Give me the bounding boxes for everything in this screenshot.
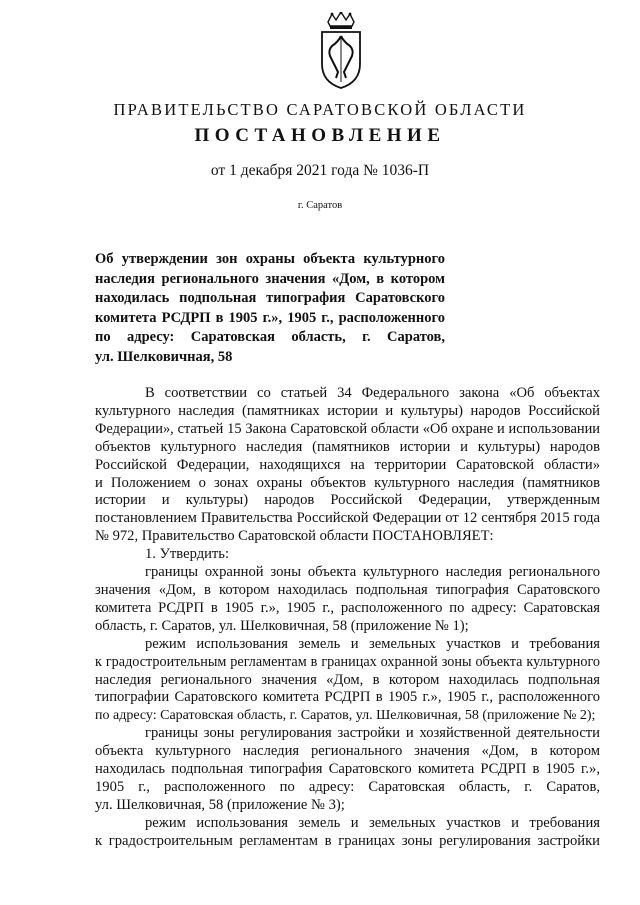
body-line: по адресу: Саратовская область, г. Саратов, ул. Шелковичная, 58 (приложение № 2); — [95, 708, 596, 724]
subject-line: комитета РСДРП в 1905 г.», 1905 г., расположенного — [95, 309, 445, 326]
body-line: Федерации», статьей 15 Закона Саратовской области «Об охране и использовании — [95, 420, 600, 437]
body-line: значения «Дом, в котором находилась подпольная типография Саратовского — [95, 581, 600, 598]
government-name: ПРАВИТЕЛЬСТВО САРАТОВСКОЙ ОБЛАСТИ — [113, 100, 527, 119]
subject-line: наследия регионального значения «Дом, в котором — [95, 270, 445, 287]
body-line: область, г. Саратов, ул. Шелковичная, 58 (приложение № 1); — [95, 617, 469, 634]
body-line: объекта культурного наследия регионального значения «Дом, в котором — [95, 743, 600, 760]
body-line: типографии Саратовского комитета РСДРП в 1905 г.», 1905 г., расположенного — [95, 689, 600, 706]
subject-line: по адресу: Саратовская область, г. Саратов, — [95, 329, 445, 345]
body-line: режим использования земель и земельных участков и требования — [145, 635, 600, 652]
body-line: и Положением о зонах охраны объектов культурного наследия (памятников — [95, 474, 600, 491]
body-line: границы зоны регулирования застройки и хозяйственной деятельности — [145, 725, 600, 742]
body-line: истории и культуры) народов Российской Федерации, утвержденным — [95, 492, 600, 509]
body-line: Российской Федерации, находящихся на территории Саратовской области» — [95, 456, 600, 473]
saratov-coat-of-arms-icon — [318, 12, 364, 90]
body-line: границы охранной зоны объекта культурного наследия регионального — [145, 564, 600, 581]
document-body — [95, 385, 600, 851]
body-line: комитета РСДРП в 1905 г.», 1905 г., расположенного по адресу: Саратовская — [95, 599, 600, 616]
document-type-title: ПОСТАНОВЛЕНИЕ — [194, 125, 446, 146]
body-line: к градостроительным регламентам в границах охранной зоны объекта культурного — [95, 653, 600, 670]
body-line: ул. Шелковичная, 58 (приложение № 3); — [95, 796, 345, 813]
body-line: 1. Утвердить: — [145, 546, 230, 563]
document-city: г. Саратов — [297, 200, 343, 211]
body-line: В соответствии со статьей 34 Федерального закона «Об объектах — [145, 385, 600, 401]
subject-line: ул. Шелковичная, 58 — [95, 348, 233, 365]
body-line: 1905 г., расположенного по адресу: Саратовская область, г. Саратов, — [95, 778, 600, 795]
document-subject — [95, 250, 445, 367]
body-line: постановлением Правительства Российской Федерации от 12 сентября 2015 года — [95, 510, 600, 527]
document-date-number: от 1 декабря 2021 года № 1036-П — [210, 162, 430, 179]
subject-line: находилась подпольная типография Саратовского — [95, 290, 445, 306]
body-line: объектов культурного наследия (памятников истории и культуры) народов — [95, 438, 600, 455]
body-line: находилась подпольная типография Саратовского комитета РСДРП в 1905 г.», — [95, 761, 600, 778]
body-line: режим использования земель и земельных участков и требования — [145, 814, 600, 831]
body-line: наследия регионального значения «Дом, в котором находилась подпольная — [95, 671, 600, 688]
body-line: к градостроительным регламентам в границах зоны регулирования застройки — [95, 832, 600, 849]
body-line: № 972, Правительство Саратовской области ПОСТАНОВЛЯЕТ: — [95, 528, 494, 545]
body-line: культурного наследия (памятниках истории и культуры) народов Российской — [95, 402, 600, 419]
subject-line: Об утверждении зон охраны объекта культурного — [95, 251, 445, 267]
